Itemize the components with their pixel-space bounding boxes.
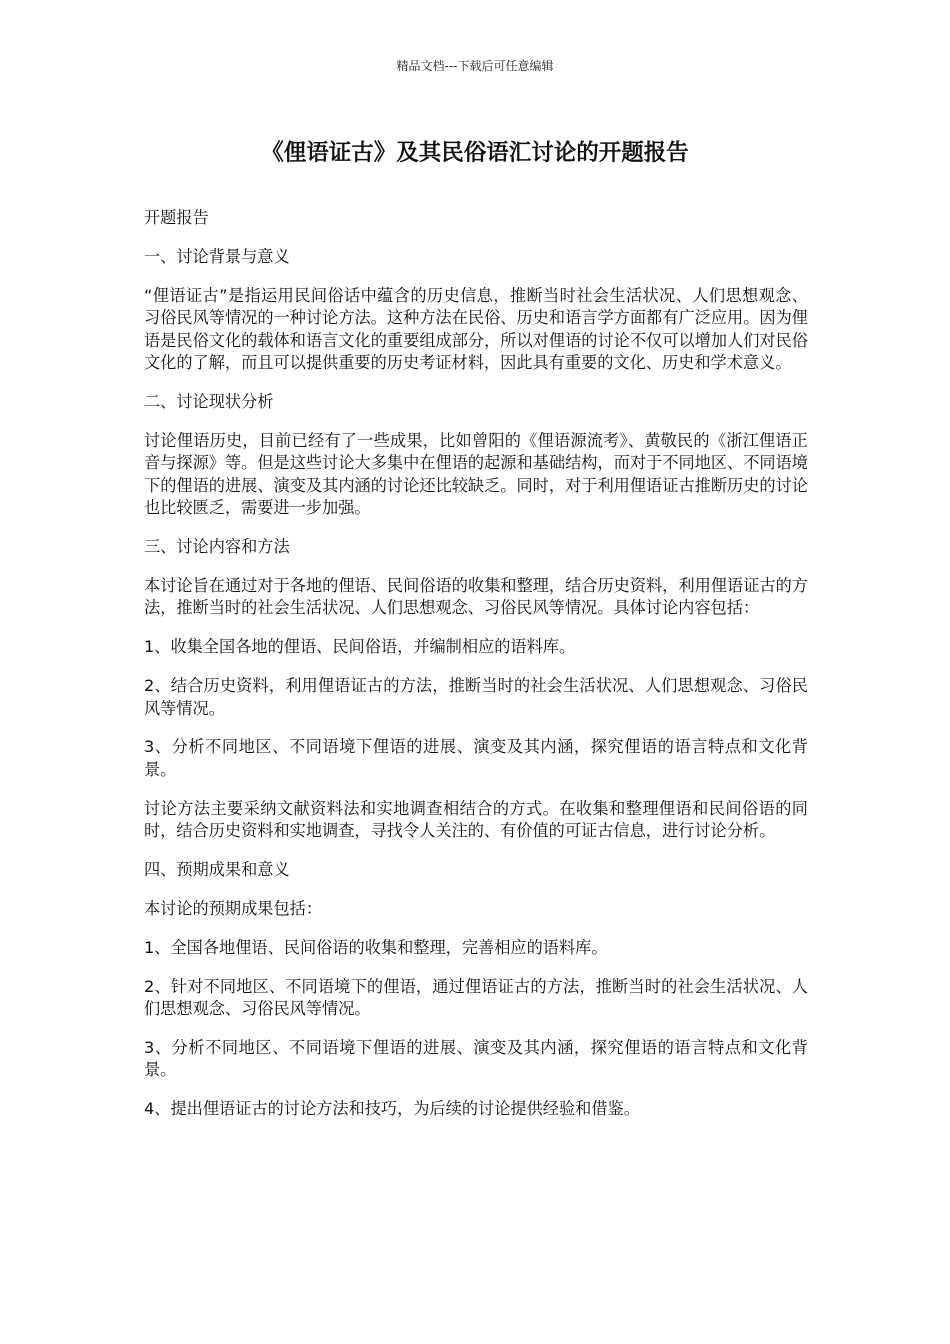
section-heading-content-method: 三、讨论内容和方法 — [144, 536, 290, 556]
section-heading-outcomes: 四、预期成果和意义 — [144, 860, 290, 880]
paragraph-status: 讨论俚语历史，目前已经有了一些成果，比如曾阳的《俚语源流考》、黄敬民的《浙江俚语正音与探源》等。但是这些讨论大多集中在俚语的起源和基础结构，而对于不同地区、不同语境下的俚语的进展、演变及其内涵的讨论还比较缺乏。同时，对于利用俚语证古推断历史的讨论也比较匮乏，需要进一步加强。 — [144, 430, 808, 518]
list-item-content-2: 2、结合历史资料，利用俚语证古的方法，推断当时的社会生活状况、人们思想观念、习俗民风等情况。 — [144, 676, 808, 718]
section-heading-status: 二、讨论现状分析 — [144, 391, 274, 411]
header-note: 精品文档---下载后可任意编辑 — [396, 59, 554, 73]
list-item-outcome-4: 4、提出俚语证古的讨论方法和技巧，为后续的讨论提供经验和借鉴。 — [144, 1099, 640, 1119]
document-body — [144, 207, 808, 1137]
list-item-outcome-2: 2、针对不同地区、不同语境下的俚语，通过俚语证古的方法，推断当时的社会生活状况、人们思想观念、习俗民风等情况。 — [144, 976, 808, 1019]
paragraph-method: 讨论方法主要采纳文献资料法和实地调查相结合的方式。在收集和整理俚语和民间俗语的同时，结合历史资料和实地调查，寻找令人关注的、有价值的可证古信息，进行讨论分析。 — [144, 798, 808, 841]
list-item-outcome-3: 3、分析不同地区、不同语境下俚语的进展、演变及其内涵，探究俚语的语言特点和文化背景。 — [144, 1038, 808, 1080]
document-title: 《俚语证古》及其民俗语汇讨论的开题报告 — [261, 140, 689, 166]
list-item-outcome-1: 1、全国各地俚语、民间俗语的收集和整理，完善相应的语料库。 — [144, 937, 608, 957]
section-heading-background: 一、讨论背景与意义 — [144, 246, 290, 266]
list-item-content-1: 1、收集全国各地的俚语、民间俗语，并编制相应的语料库。 — [144, 637, 576, 657]
paragraph-content-intro: 本讨论旨在通过对于各地的俚语、民间俗语的收集和整理，结合历史资料，利用俚语证古的方法，推断当时的社会生活状况、人们思想观念、习俗民风等情况。具体讨论内容包括： — [144, 575, 808, 618]
paragraph-outcomes-intro: 本讨论的预期成果包括： — [144, 898, 323, 918]
list-item-content-3: 3、分析不同地区、不同语境下俚语的进展、演变及其内涵，探究俚语的语言特点和文化背景。 — [144, 737, 808, 779]
section-label-report: 开题报告 — [144, 208, 209, 227]
paragraph-background: “俚语证古”是指运用民间俗话中蕴含的历史信息，推断当时社会生活状况、人们思想观念、习俗民风等情况的一种讨论方法。这种方法在民俗、历史和语言学方面都有广泛应用。因为俚语是民俗文化的载体和语言文化的重要组成部分，所以对俚语的讨论不仅可以增加人们对民俗文化的了解，而且可以提供重要的历史考证材料，因此具有重要的文化、历史和学术意义。 — [144, 285, 808, 373]
